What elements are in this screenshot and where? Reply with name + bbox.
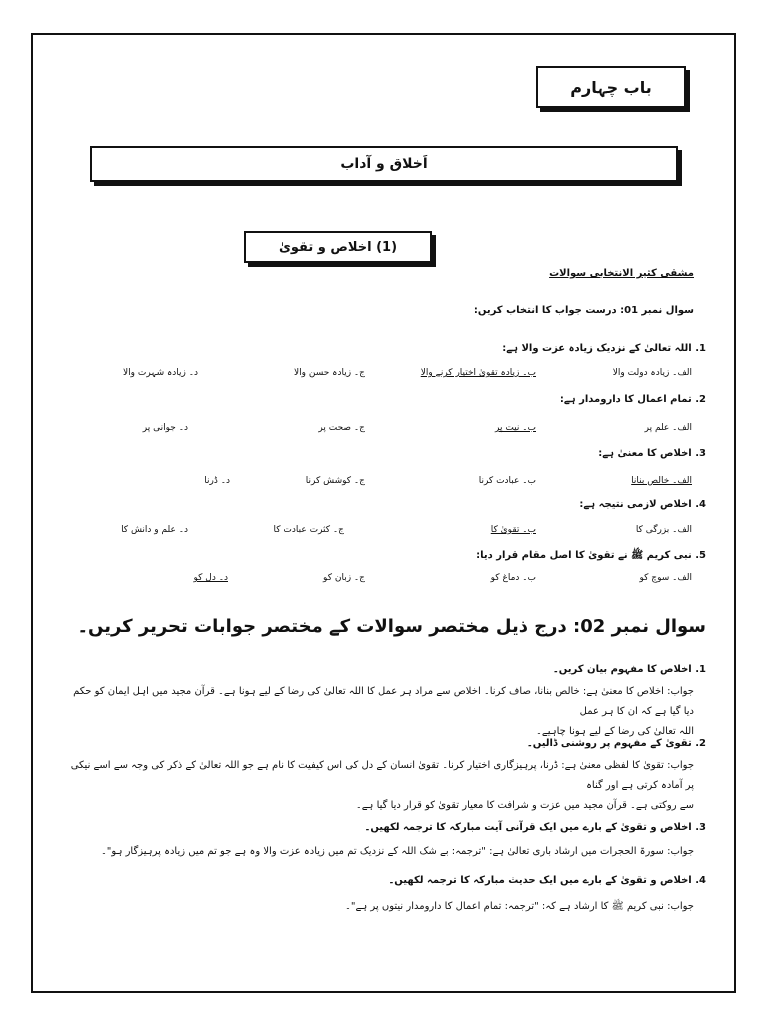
mcq-question: 3. اخلاص کا معنیٰ ہے: — [598, 448, 706, 459]
q2-heading: سوال نمبر 02: درج ذیل مختصر سوالات کے مختصر جوابات تحریر کریں۔ — [77, 616, 706, 637]
mcq-question: 4. اخلاص لازمی نتیجہ ہے: — [579, 499, 706, 510]
mcq-question: 5. نبی کریم ﷺ نے تقویٰ کا اصل مقام قرار دیا: — [476, 550, 706, 561]
mcq-option: الف۔ سوچ کو — [639, 573, 692, 583]
short-answer: جواب: سورۃ الحجرات میں ارشاد باری تعالیٰ ہے: "ترجمہ: بے شک اللہ کے نزدیک تم میں زیادہ عزت والا وہ ہے جو تم میں زیادہ پرہیزگار ہو"۔ — [100, 846, 694, 857]
chapter-title-box — [536, 66, 686, 108]
mcq-option-correct: الف۔ خالص بنانا — [631, 476, 692, 486]
mcq-option: ج۔ زبان کو — [323, 573, 365, 583]
chapter-title: باب چہارم — [536, 66, 686, 108]
mcq-option-correct: د۔ دل کو — [193, 573, 228, 583]
mcq-option-correct: ب۔ زیادہ تقویٰ اختیار کرنے والا — [420, 368, 536, 378]
short-answer: جواب: اخلاص کا معنیٰ ہے: خالص بنانا، صاف کرنا۔ اخلاص سے مراد ہر عمل کا اللہ تعالیٰ کی رضا کے لیے ہونا ہے۔ قرآن مجید میں اہل ایمان کو حکم دیا گیا ہے کہ ان کا ہر عمل اللہ تعالیٰ کی رضا کے لیے ہونا چاہیے۔ — [73, 686, 694, 737]
short-answer: جواب: تقویٰ کا لفظی معنیٰ ہے: ڈرنا، پرہیزگاری اختیار کرنا۔ تقویٰ انسان کے دل کی اس کیفیت کا نام ہے جو اللہ تعالیٰ کے ذکر کی وجہ سے اسے نیکی پر آمادہ کرتی ہے اور گناہ سے روکتی ہے۔ قرآن مجید میں عزت و شرافت کا معیار تقویٰ کو قرار دیا گیا ہے۔ — [70, 760, 694, 811]
mcq-option: ب۔ عبادت کرنا — [478, 476, 536, 486]
mcq-heading: مشقی کثیر الانتخابی سوالات — [549, 268, 694, 279]
short-answer: جواب: نبی کریم ﷺ کا ارشاد ہے کہ: "ترجمہ: تمام اعمال کا دارومدار نیتوں پر ہے"۔ — [345, 901, 694, 912]
mcq-question: 2. تمام اعمال کا دارومدار ہے: — [559, 394, 706, 405]
mcq-option: ج۔ زیادہ حسن والا — [294, 368, 365, 378]
short-question: 2. تقویٰ کے مفہوم پر روشنی ڈالیں۔ — [526, 738, 706, 749]
mcq-option: ب۔ دماغ کو — [490, 573, 536, 583]
subsection-title-box — [244, 231, 432, 263]
q1-heading: سوال نمبر 01: درست جواب کا انتخاب کریں: — [473, 305, 694, 316]
mcq-question: 1. اللہ تعالیٰ کے نزدیک زیادہ عزت والا ہے: — [502, 343, 706, 354]
mcq-option: د۔ ڈرنا — [204, 476, 230, 486]
mcq-option: ج۔ صحت پر — [318, 423, 365, 433]
mcq-option-correct: ب۔ تقویٰ کا — [490, 525, 536, 535]
section-title-box — [90, 146, 678, 182]
mcq-option: ج۔ کثرت عبادت کا — [273, 525, 344, 535]
mcq-option-correct: ب۔ نیت پر — [495, 423, 536, 433]
mcq-option: الف۔ علم پر — [644, 423, 692, 433]
mcq-option: د۔ زیادہ شہرت والا — [123, 368, 198, 378]
mcq-option: د۔ جوانی پر — [142, 423, 188, 433]
section-title: اَخلاق و آداب — [90, 146, 678, 182]
short-question: 4. اخلاص و تقویٰ کے بارے میں ایک حدیث مبارکہ کا ترجمہ لکھیں۔ — [388, 875, 706, 886]
mcq-option: د۔ علم و دانش کا — [121, 525, 188, 535]
mcq-option: الف۔ زیادہ دولت والا — [612, 368, 692, 378]
mcq-option: ج۔ کوشش کرنا — [305, 476, 365, 486]
mcq-option: الف۔ بزرگی کا — [635, 525, 692, 535]
short-question: 3. اخلاص و تقویٰ کے بارے میں ایک قرآنی آیت مبارکہ کا ترجمہ لکھیں۔ — [364, 822, 706, 833]
short-question: 1. اخلاص کا مفہوم بیان کریں۔ — [552, 664, 706, 675]
subsection-title: (1) اخلاص و تقویٰ — [244, 231, 432, 263]
